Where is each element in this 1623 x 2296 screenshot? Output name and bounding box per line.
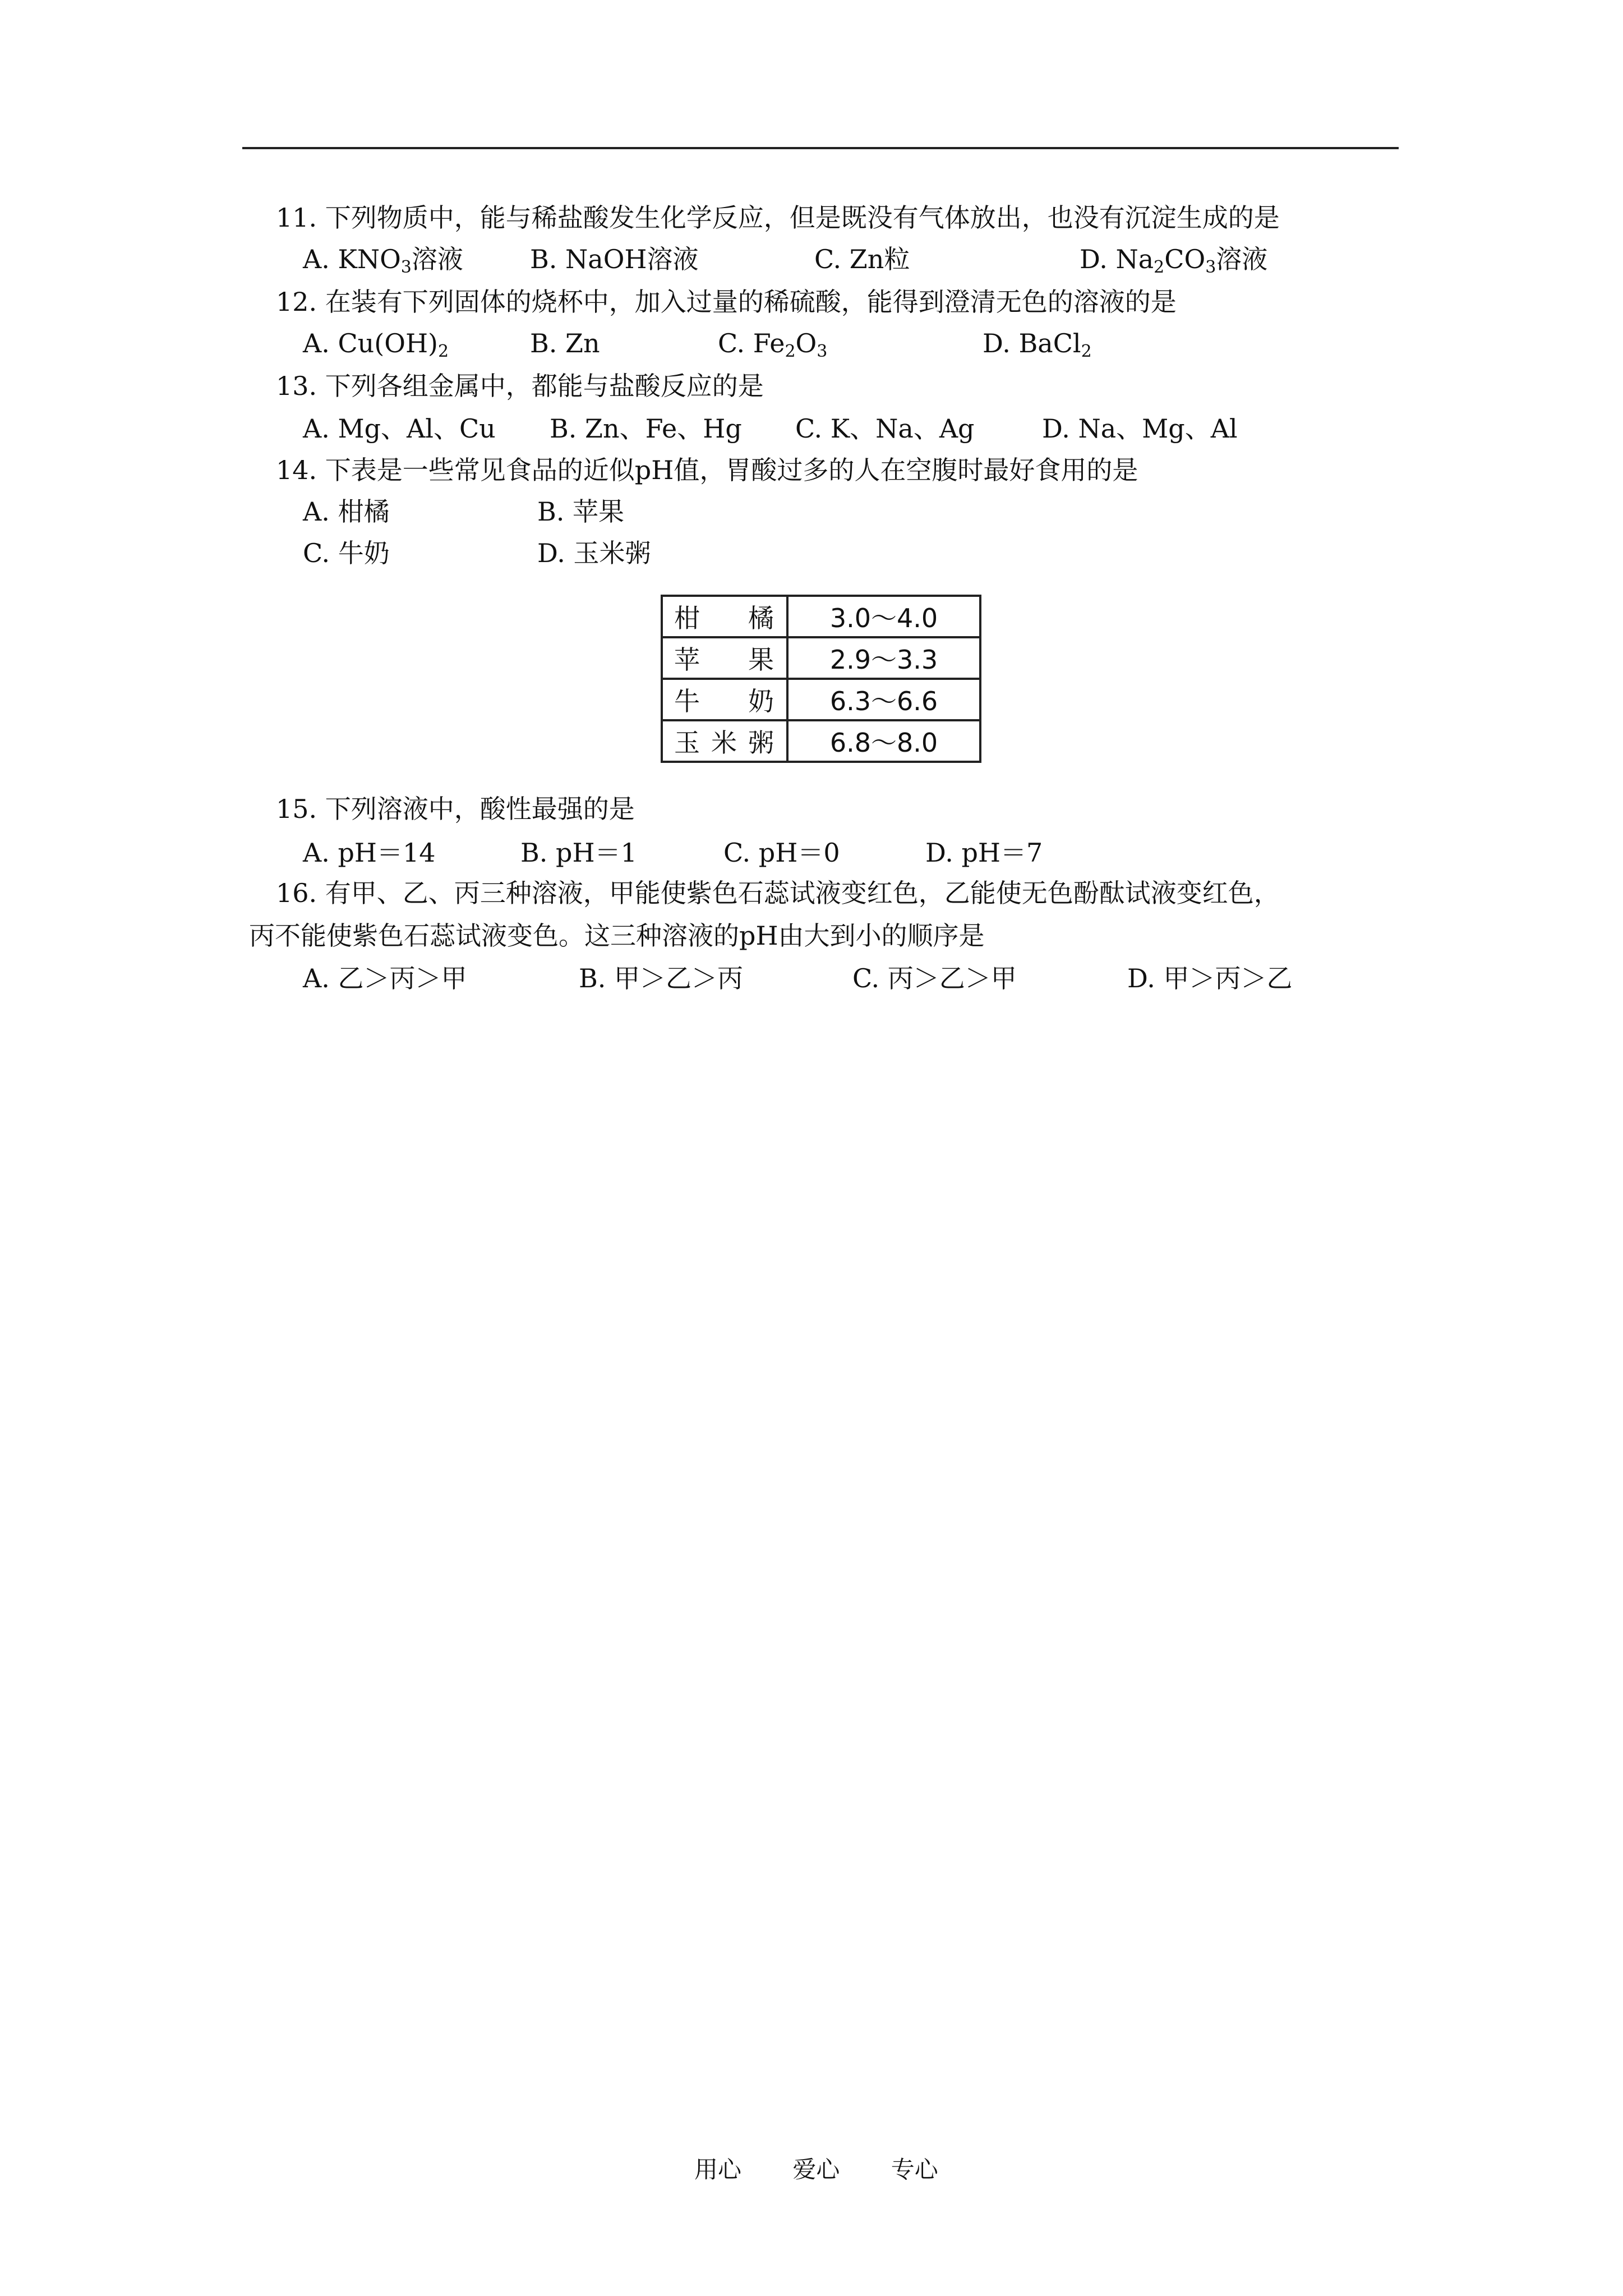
option-a: A. pH＝14 (303, 838, 436, 868)
question-16-stem: 16. 有甲、乙、丙三种溶液，甲能使紫色石蕊试液变红色，乙能使无色酚酞试液变红色， (276, 878, 1280, 908)
option-d: D. pH＝7 (925, 838, 1043, 868)
option-c: C. pH＝0 (723, 838, 840, 868)
question-12-stem: 12. 在装有下列固体的烧杯中，加入过量的稀硫酸，能得到澄清无色的溶液的是 (276, 287, 1177, 317)
footer-text: 用心 (694, 2156, 742, 2183)
option-d: D. BaCl$_2$ (983, 328, 1092, 361)
option-b: B. NaOH溶液 (530, 244, 699, 274)
option-c: C. 牛奶 (303, 538, 390, 568)
ph-table (661, 595, 981, 763)
option-b: B. Zn、Fe、Hg (550, 413, 742, 444)
option-d: D. 玉米粥 (537, 538, 651, 568)
option-c: C. 丙＞乙＞甲 (852, 963, 1017, 993)
ph-range: 6.3～6.6 (787, 679, 980, 720)
option-b: B. 甲＞乙＞丙 (579, 963, 744, 993)
header-rule (242, 147, 1399, 149)
ph-range: 2.9～3.3 (787, 637, 980, 679)
option-a: A. Mg、Al、Cu (303, 413, 496, 444)
option-b: B. 苹果 (537, 496, 625, 527)
option-a: A. $KNO_3$溶液 (303, 244, 463, 277)
food-name: 牛 奶 (662, 679, 787, 720)
option-b: B. Zn (530, 328, 600, 358)
option-d: D. Na、Mg、Al (1042, 413, 1238, 444)
table-row (662, 637, 980, 679)
option-d: D. 甲＞丙＞乙 (1127, 963, 1293, 993)
table-row (662, 596, 980, 637)
food-name: 苹 果 (662, 637, 787, 679)
option-c: C. K、Na、Ag (795, 413, 975, 444)
page-footer (694, 2154, 938, 2185)
option-a: A. 乙＞丙＞甲 (303, 963, 467, 993)
footer-text: 专心 (891, 2156, 938, 2183)
question-15-stem: 15. 下列溶液中，酸性最强的是 (276, 794, 635, 824)
food-name: 柑 橘 (662, 596, 787, 637)
question-13-stem: 13. 下列各组金属中，都能与盐酸反应的是 (276, 371, 764, 401)
food-name: 玉米粥 (662, 720, 787, 762)
option-a: A. $Cu(OH)_2$ (303, 328, 449, 361)
question-16-stem-cont: 丙不能使紫色石蕊试液变色。这三种溶液的pH由大到小的顺序是 (249, 921, 985, 951)
ph-range: 3.0～4.0 (787, 596, 980, 637)
table-row (662, 679, 980, 720)
footer-text: 爱心 (792, 2156, 840, 2183)
option-a: A. 柑橘 (303, 496, 390, 527)
option-c: C. $Fe_2O_3$ (718, 328, 828, 361)
option-d: D. $Na_2CO_3$溶液 (1080, 244, 1268, 277)
option-b: B. pH＝1 (520, 838, 637, 868)
question-11-stem: 11. 下列物质中，能与稀盐酸发生化学反应，但是既没有气体放出，也没有沉淀生成的是 (276, 203, 1280, 233)
question-14-stem: 14. 下表是一些常见食品的近似pH值，胃酸过多的人在空腹时最好食用的是 (276, 455, 1138, 485)
ph-range: 6.8～8.0 (787, 720, 980, 762)
option-c: C. Zn粒 (814, 244, 910, 274)
table-row (662, 720, 980, 762)
